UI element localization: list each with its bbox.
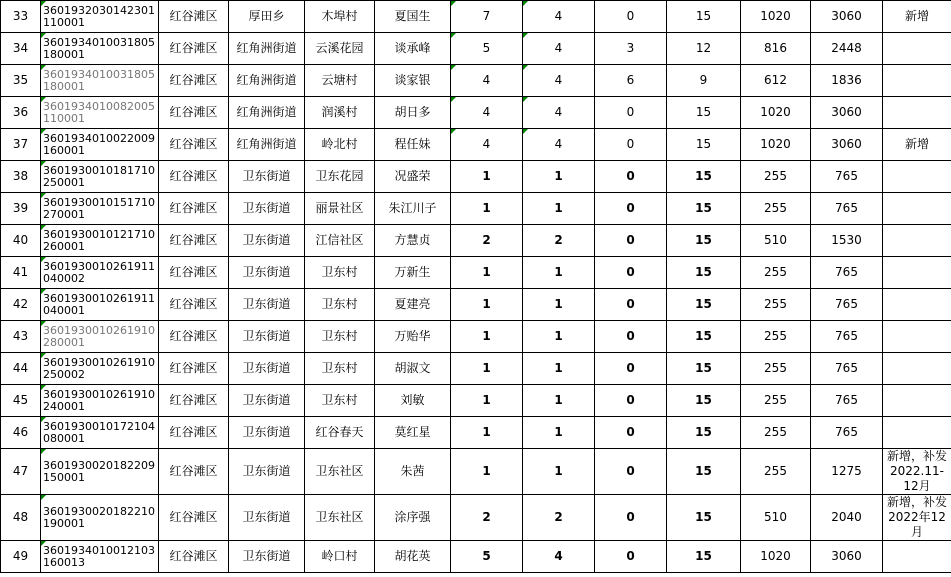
cell-c3: 0	[595, 541, 667, 573]
cell-c4: 15	[667, 193, 741, 225]
cell-id: 3601934010031805180001	[41, 33, 159, 65]
cell-town: 卫东街道	[229, 193, 305, 225]
cell-name: 谈家银	[375, 65, 451, 97]
cell-no: 44	[1, 353, 41, 385]
table-body	[1, 1, 951, 573]
cell-c3: 0	[595, 97, 667, 129]
cell-c2: 4	[523, 33, 595, 65]
cell-c1: 1	[451, 449, 523, 495]
cell-c6: 765	[811, 321, 883, 353]
cell-c3: 0	[595, 495, 667, 541]
cell-name: 莫红星	[375, 417, 451, 449]
cell-c4: 15	[667, 129, 741, 161]
cell-village: 岭北村	[305, 129, 375, 161]
cell-town: 红角洲街道	[229, 97, 305, 129]
table-row	[1, 65, 951, 97]
cell-district: 红谷滩区	[159, 97, 229, 129]
cell-district: 红谷滩区	[159, 321, 229, 353]
table-row	[1, 1, 951, 33]
cell-district: 红谷滩区	[159, 65, 229, 97]
cell-c5: 816	[741, 33, 811, 65]
cell-town: 卫东街道	[229, 321, 305, 353]
cell-town: 卫东街道	[229, 449, 305, 495]
cell-note	[883, 289, 951, 321]
table-row	[1, 449, 951, 495]
cell-town: 卫东街道	[229, 417, 305, 449]
cell-id: 3601934010082005110001	[41, 97, 159, 129]
cell-note	[883, 33, 951, 65]
cell-c4: 15	[667, 225, 741, 257]
table-row	[1, 33, 951, 65]
cell-c4: 9	[667, 65, 741, 97]
cell-no: 39	[1, 193, 41, 225]
cell-town: 卫东街道	[229, 385, 305, 417]
cell-c5: 255	[741, 449, 811, 495]
cell-name: 胡日多	[375, 97, 451, 129]
cell-village: 卫东村	[305, 257, 375, 289]
cell-c6: 3060	[811, 129, 883, 161]
cell-c1: 7	[451, 1, 523, 33]
cell-village: 卫东社区	[305, 449, 375, 495]
cell-district: 红谷滩区	[159, 225, 229, 257]
cell-c3: 0	[595, 193, 667, 225]
cell-c4: 15	[667, 257, 741, 289]
cell-town: 卫东街道	[229, 161, 305, 193]
cell-id: 3601930020182209150001	[41, 449, 159, 495]
cell-town: 红角洲街道	[229, 33, 305, 65]
cell-c2: 2	[523, 225, 595, 257]
cell-c1: 1	[451, 193, 523, 225]
cell-village: 卫东村	[305, 385, 375, 417]
cell-c5: 1020	[741, 97, 811, 129]
cell-c6: 2448	[811, 33, 883, 65]
cell-c6: 765	[811, 289, 883, 321]
cell-note	[883, 353, 951, 385]
cell-town: 卫东街道	[229, 495, 305, 541]
cell-c5: 1020	[741, 1, 811, 33]
cell-village: 木埠村	[305, 1, 375, 33]
table-row	[1, 129, 951, 161]
cell-note: 新增	[883, 1, 951, 33]
cell-village: 卫东村	[305, 321, 375, 353]
cell-c4: 15	[667, 495, 741, 541]
cell-name: 万新生	[375, 257, 451, 289]
cell-c6: 765	[811, 193, 883, 225]
cell-c2: 1	[523, 321, 595, 353]
cell-c6: 3060	[811, 541, 883, 573]
cell-c5: 255	[741, 417, 811, 449]
cell-town: 卫东街道	[229, 353, 305, 385]
cell-c1: 1	[451, 257, 523, 289]
cell-name: 谈承峰	[375, 33, 451, 65]
cell-c3: 0	[595, 161, 667, 193]
cell-district: 红谷滩区	[159, 385, 229, 417]
cell-district: 红谷滩区	[159, 495, 229, 541]
cell-town: 卫东街道	[229, 289, 305, 321]
cell-name: 胡淑文	[375, 353, 451, 385]
cell-c3: 0	[595, 417, 667, 449]
cell-name: 刘敏	[375, 385, 451, 417]
cell-c1: 1	[451, 289, 523, 321]
cell-c3: 3	[595, 33, 667, 65]
table-row	[1, 417, 951, 449]
cell-id: 3601930020182210190001	[41, 495, 159, 541]
cell-id: 3601930010261910250002	[41, 353, 159, 385]
cell-no: 45	[1, 385, 41, 417]
cell-town: 卫东街道	[229, 225, 305, 257]
cell-district: 红谷滩区	[159, 257, 229, 289]
cell-town: 红角洲街道	[229, 129, 305, 161]
table-row	[1, 289, 951, 321]
cell-note	[883, 257, 951, 289]
cell-c5: 612	[741, 65, 811, 97]
cell-note: 新增	[883, 129, 951, 161]
cell-c4: 15	[667, 289, 741, 321]
cell-c6: 765	[811, 385, 883, 417]
cell-note	[883, 385, 951, 417]
cell-c1: 2	[451, 495, 523, 541]
cell-town: 红角洲街道	[229, 65, 305, 97]
cell-c2: 1	[523, 289, 595, 321]
cell-village: 红谷春天	[305, 417, 375, 449]
cell-c3: 0	[595, 321, 667, 353]
cell-district: 红谷滩区	[159, 449, 229, 495]
cell-c4: 15	[667, 385, 741, 417]
table-row	[1, 97, 951, 129]
cell-c1: 4	[451, 65, 523, 97]
table-row	[1, 161, 951, 193]
cell-village: 江信社区	[305, 225, 375, 257]
cell-no: 46	[1, 417, 41, 449]
cell-no: 38	[1, 161, 41, 193]
cell-no: 43	[1, 321, 41, 353]
table-row	[1, 495, 951, 541]
cell-c4: 15	[667, 1, 741, 33]
cell-name: 方慧贞	[375, 225, 451, 257]
cell-c6: 765	[811, 257, 883, 289]
cell-c2: 4	[523, 97, 595, 129]
cell-c4: 12	[667, 33, 741, 65]
cell-c1: 5	[451, 33, 523, 65]
cell-village: 丽景社区	[305, 193, 375, 225]
table-row	[1, 225, 951, 257]
cell-c4: 15	[667, 97, 741, 129]
cell-name: 万贻华	[375, 321, 451, 353]
cell-c1: 1	[451, 321, 523, 353]
cell-c2: 4	[523, 1, 595, 33]
cell-c3: 0	[595, 257, 667, 289]
cell-c4: 15	[667, 161, 741, 193]
cell-note	[883, 225, 951, 257]
cell-district: 红谷滩区	[159, 129, 229, 161]
cell-note	[883, 541, 951, 573]
cell-c5: 255	[741, 289, 811, 321]
cell-id: 3601930010121710260001	[41, 225, 159, 257]
cell-c2: 1	[523, 385, 595, 417]
cell-village: 卫东村	[305, 353, 375, 385]
cell-village: 卫东社区	[305, 495, 375, 541]
cell-c3: 0	[595, 129, 667, 161]
cell-c2: 4	[523, 541, 595, 573]
cell-c3: 6	[595, 65, 667, 97]
cell-note	[883, 193, 951, 225]
cell-c1: 1	[451, 161, 523, 193]
cell-c5: 1020	[741, 129, 811, 161]
cell-c5: 255	[741, 193, 811, 225]
cell-town: 卫东街道	[229, 541, 305, 573]
cell-id: 3601932030142301110001	[41, 1, 159, 33]
cell-name: 况盛荣	[375, 161, 451, 193]
cell-note	[883, 65, 951, 97]
cell-c1: 1	[451, 353, 523, 385]
cell-district: 红谷滩区	[159, 193, 229, 225]
cell-note: 新增，补发2022.11-12月	[883, 449, 951, 495]
cell-id: 3601934010012103160013	[41, 541, 159, 573]
cell-c6: 3060	[811, 97, 883, 129]
cell-c2: 2	[523, 495, 595, 541]
cell-c2: 1	[523, 161, 595, 193]
cell-id: 3601930010261911040001	[41, 289, 159, 321]
cell-c4: 15	[667, 449, 741, 495]
cell-no: 42	[1, 289, 41, 321]
cell-name: 涂序强	[375, 495, 451, 541]
cell-village: 润溪村	[305, 97, 375, 129]
cell-c3: 0	[595, 289, 667, 321]
cell-no: 40	[1, 225, 41, 257]
cell-c5: 255	[741, 161, 811, 193]
cell-c2: 1	[523, 417, 595, 449]
cell-c6: 1836	[811, 65, 883, 97]
cell-no: 49	[1, 541, 41, 573]
cell-district: 红谷滩区	[159, 1, 229, 33]
cell-district: 红谷滩区	[159, 541, 229, 573]
cell-no: 33	[1, 1, 41, 33]
cell-name: 夏建亮	[375, 289, 451, 321]
cell-c5: 255	[741, 321, 811, 353]
cell-name: 朱茜	[375, 449, 451, 495]
cell-district: 红谷滩区	[159, 417, 229, 449]
table-row	[1, 193, 951, 225]
cell-id: 3601930010261910280001	[41, 321, 159, 353]
cell-no: 37	[1, 129, 41, 161]
cell-no: 35	[1, 65, 41, 97]
cell-c6: 765	[811, 353, 883, 385]
cell-c2: 1	[523, 193, 595, 225]
cell-id: 3601934010022009160001	[41, 129, 159, 161]
cell-c6: 3060	[811, 1, 883, 33]
cell-c5: 510	[741, 225, 811, 257]
cell-c4: 15	[667, 541, 741, 573]
cell-note	[883, 161, 951, 193]
cell-id: 3601930010172104080001	[41, 417, 159, 449]
cell-c4: 15	[667, 417, 741, 449]
cell-note: 新增，补发2022年12月	[883, 495, 951, 541]
cell-c5: 255	[741, 353, 811, 385]
cell-name: 夏国生	[375, 1, 451, 33]
cell-no: 41	[1, 257, 41, 289]
table-row	[1, 353, 951, 385]
cell-c1: 4	[451, 97, 523, 129]
cell-c4: 15	[667, 321, 741, 353]
cell-district: 红谷滩区	[159, 353, 229, 385]
cell-village: 卫东村	[305, 289, 375, 321]
cell-town: 厚田乡	[229, 1, 305, 33]
cell-no: 34	[1, 33, 41, 65]
cell-c6: 765	[811, 417, 883, 449]
cell-id: 3601930010261911040002	[41, 257, 159, 289]
cell-note	[883, 417, 951, 449]
cell-village: 云塘村	[305, 65, 375, 97]
cell-id: 3601930010181710250001	[41, 161, 159, 193]
cell-c2: 4	[523, 129, 595, 161]
cell-c5: 1020	[741, 541, 811, 573]
cell-c3: 0	[595, 385, 667, 417]
cell-c5: 255	[741, 385, 811, 417]
cell-id: 3601930010151710270001	[41, 193, 159, 225]
cell-village: 岭口村	[305, 541, 375, 573]
cell-district: 红谷滩区	[159, 289, 229, 321]
cell-c3: 0	[595, 225, 667, 257]
cell-c6: 765	[811, 161, 883, 193]
table-row	[1, 257, 951, 289]
cell-note	[883, 321, 951, 353]
cell-name: 胡花英	[375, 541, 451, 573]
table-row	[1, 321, 951, 353]
cell-c1: 2	[451, 225, 523, 257]
cell-town: 卫东街道	[229, 257, 305, 289]
cell-name: 程任妹	[375, 129, 451, 161]
cell-c1: 1	[451, 385, 523, 417]
cell-c2: 1	[523, 257, 595, 289]
cell-c1: 1	[451, 417, 523, 449]
cell-c2: 1	[523, 449, 595, 495]
cell-c3: 0	[595, 1, 667, 33]
cell-c3: 0	[595, 449, 667, 495]
cell-c4: 15	[667, 353, 741, 385]
cell-no: 48	[1, 495, 41, 541]
cell-note	[883, 97, 951, 129]
cell-village: 云溪花园	[305, 33, 375, 65]
cell-id: 3601934010031805180001	[41, 65, 159, 97]
cell-village: 卫东花园	[305, 161, 375, 193]
cell-c5: 255	[741, 257, 811, 289]
cell-no: 47	[1, 449, 41, 495]
cell-c2: 4	[523, 65, 595, 97]
cell-c1: 5	[451, 541, 523, 573]
cell-district: 红谷滩区	[159, 33, 229, 65]
table-row	[1, 541, 951, 573]
cell-c6: 1275	[811, 449, 883, 495]
cell-c2: 1	[523, 353, 595, 385]
cell-c6: 2040	[811, 495, 883, 541]
cell-c3: 0	[595, 353, 667, 385]
table-row	[1, 385, 951, 417]
cell-name: 朱江川子	[375, 193, 451, 225]
cell-no: 36	[1, 97, 41, 129]
cell-id: 3601930010261910240001	[41, 385, 159, 417]
cell-c5: 510	[741, 495, 811, 541]
cell-c1: 4	[451, 129, 523, 161]
cell-c6: 1530	[811, 225, 883, 257]
cell-district: 红谷滩区	[159, 161, 229, 193]
